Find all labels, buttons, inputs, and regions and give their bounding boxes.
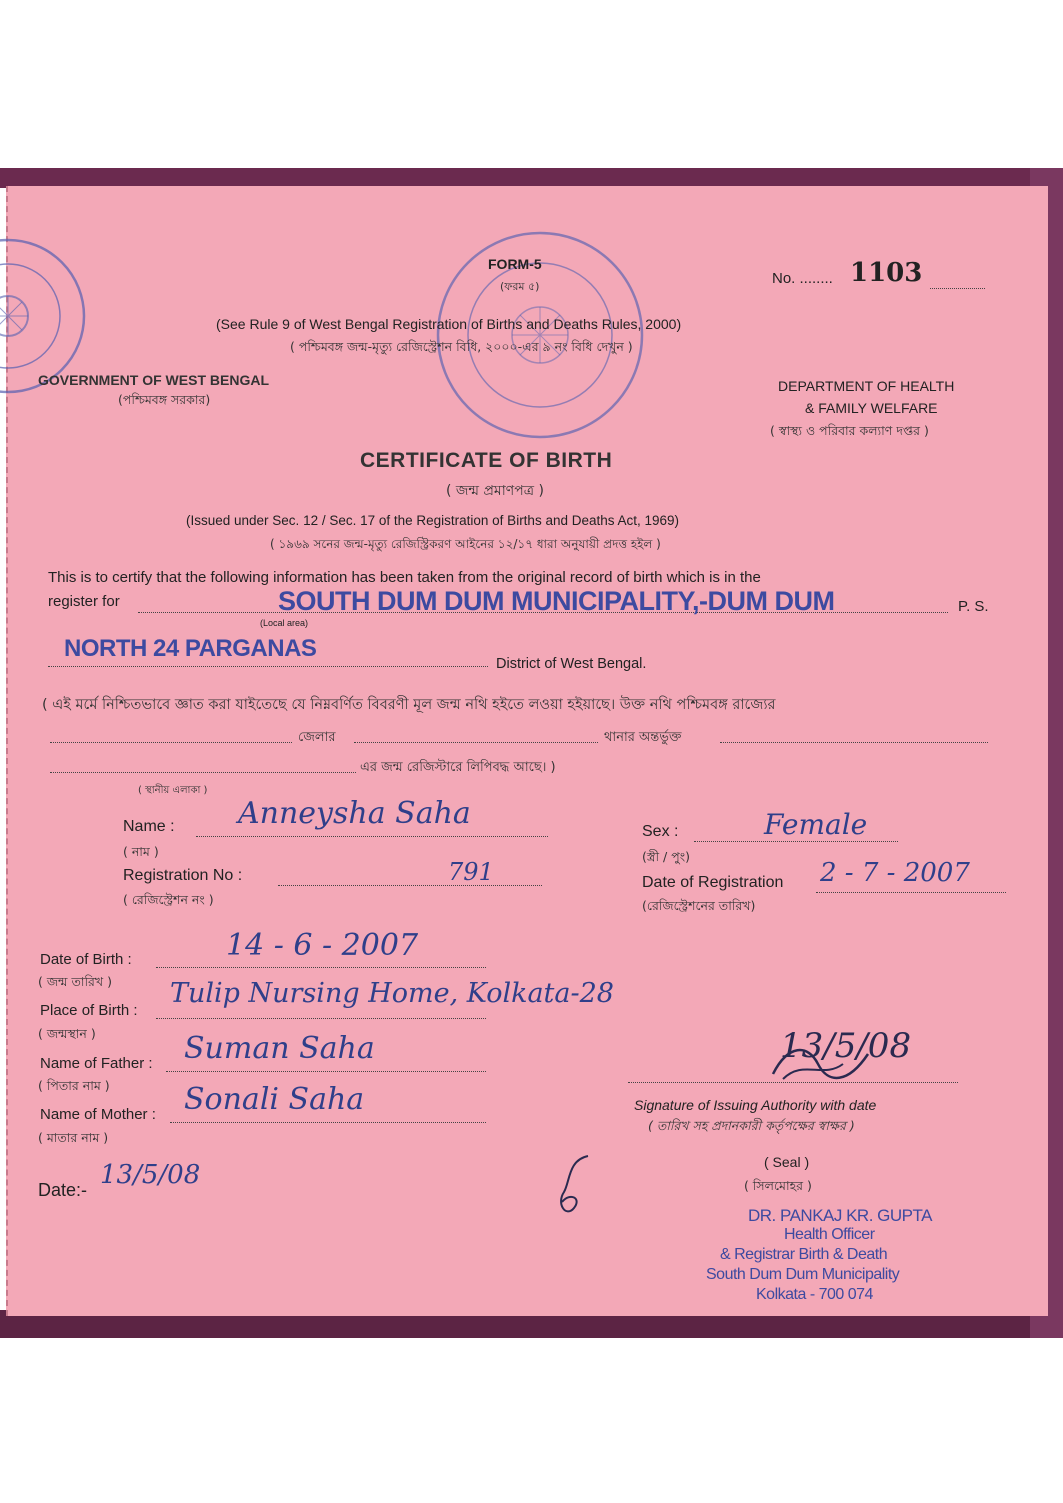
- issue-date-value: 13/5/08: [100, 1160, 201, 1190]
- department-heading-2: & FAMILY WELFARE: [805, 400, 938, 416]
- district-line: [48, 666, 488, 667]
- bengali-statement: ( এই মর্মে নিশ্চিতভাবে জ্ঞাত করা যাইতেছে যে নিম্নবর্ণিত বিবরণী মূল জন্ম নথি হইতে লওয়া হইয়াছে। উক্ত নথি পশ্চিমবঙ্গ রাজ্যের: [42, 697, 776, 713]
- name-value: Anneysha Saha: [238, 796, 471, 831]
- local-area-stamp: SOUTH DUM DUM MUNICIPALITY,-DUM DUM: [278, 586, 835, 616]
- government-heading-bn: (পশ্চিমবঙ্গ সরকার): [118, 392, 211, 407]
- initials-mark-icon: [548, 1152, 608, 1232]
- signature-date-value: 13/5/08: [780, 1026, 912, 1066]
- bengali-local-area: ( স্থানীয় এলাকা ): [138, 785, 208, 796]
- place-of-birth-label-bn: ( জন্মস্থান ): [38, 1026, 96, 1041]
- local-area-label: (Local area): [260, 618, 309, 628]
- sex-label-bn: (স্ত্রী / পুং): [642, 849, 690, 864]
- signature-line: [628, 1082, 958, 1083]
- officer-registrar: & Registrar Birth & Death: [720, 1246, 888, 1263]
- government-heading: GOVERNMENT OF WEST BENGAL: [38, 372, 269, 388]
- father-name-value: Suman Saha: [184, 1031, 375, 1066]
- register-for-label: register for: [48, 593, 120, 610]
- officer-title: Health Officer: [784, 1226, 875, 1243]
- place-of-birth-line: [156, 1018, 486, 1019]
- issued-under-bn: ( ১৯৬৯ সনের জন্ম-মৃত্যু রেজিস্ট্রিকরণ আইনের ১২/১৭ ধারা অনুযায়ী প্রদত্ত হইল ): [270, 537, 661, 551]
- serial-number-line: [930, 288, 985, 289]
- name-label-bn: ( নাম ): [123, 844, 159, 859]
- department-heading: DEPARTMENT OF HEALTH: [778, 378, 955, 394]
- officer-municipality: South Dum Dum Municipality: [706, 1266, 900, 1283]
- serial-number-value: 1103: [850, 258, 923, 288]
- mother-name-value: Sonali Saha: [184, 1082, 365, 1117]
- registration-date-label-bn: (রেজিস্ট্রেশনের তারিখ): [642, 898, 756, 913]
- seal-label: ( Seal ): [764, 1154, 810, 1170]
- officer-city: Kolkata - 700 074: [756, 1286, 873, 1303]
- place-of-birth-label: Place of Birth :: [40, 1002, 138, 1019]
- bengali-thana-line-2: [720, 742, 988, 743]
- form-number: FORM-5: [488, 256, 542, 272]
- registration-date-value: 2 - 7 - 2007: [820, 858, 970, 888]
- date-of-birth-line: [156, 967, 486, 968]
- bengali-register-statement: এর জন্ম রেজিস্টারে লিপিবদ্ধ আছে। ): [360, 760, 556, 775]
- signature-label-bn: ( তারিখ সহ প্রদানকারী কর্তৃপক্ষের স্বাক্ষর ): [648, 1118, 855, 1133]
- father-name-line: [166, 1071, 486, 1072]
- seal-label-bn: ( সিলমোহর ): [744, 1178, 812, 1193]
- signature-scribble-icon: [768, 1034, 888, 1094]
- issued-under: (Issued under Sec. 12 / Sec. 17 of the Registration of Births and Deaths Act, 1969): [186, 513, 680, 528]
- bengali-thana: থানার অন্তর্ভুক্ত: [604, 730, 682, 745]
- registration-number-line: [278, 885, 542, 886]
- father-name-label-bn: ( পিতার নাম ): [38, 1078, 110, 1093]
- registration-number-label: Registration No :: [123, 867, 243, 884]
- form-number-bn: (ফরম ৫): [500, 280, 540, 293]
- signature-label: Signature of Issuing Authority with date: [634, 1097, 877, 1113]
- registration-number-label-bn: ( রেজিস্ট্রেশন নং ): [123, 892, 214, 907]
- mother-name-label-bn: ( মাতার নাম ): [38, 1130, 109, 1145]
- department-heading-bn: ( স্বাস্থ্য ও পরিবার কল্যাণ দপ্তর ): [770, 423, 929, 438]
- birth-certificate: [6, 186, 1048, 1316]
- serial-number-label: No. ........: [772, 270, 833, 287]
- sex-value: Female: [764, 808, 868, 841]
- issue-date-label: Date:-: [38, 1180, 88, 1200]
- district-stamp: NORTH 24 PARGANAS: [64, 635, 317, 662]
- bengali-jela: জেলার: [298, 730, 336, 745]
- registration-date-line: [816, 892, 1006, 893]
- sex-line: [694, 841, 898, 842]
- mother-name-line: [170, 1122, 486, 1123]
- registration-number-value: 791: [448, 858, 494, 886]
- name-label: Name :: [123, 818, 175, 835]
- bengali-thana-line: [354, 742, 598, 743]
- certificate-title: CERTIFICATE OF BIRTH: [360, 449, 613, 472]
- rule-reference-bn: ( পশ্চিমবঙ্গ জন্ম-মৃত্যু রেজিস্ট্রেশন বিধি, ২০০০-এর ৯ নং বিধি দেখুন ): [290, 339, 633, 354]
- bengali-jela-line: [50, 742, 292, 743]
- photo-background-top: [0, 168, 1063, 188]
- date-of-birth-label: Date of Birth :: [40, 951, 132, 968]
- district-text: District of West Bengal.: [496, 656, 647, 672]
- father-name-label: Name of Father :: [40, 1055, 153, 1072]
- bengali-local-line: [50, 772, 356, 773]
- certificate-title-bn: ( জন্ম প্রমাণপত্র ): [446, 483, 544, 499]
- place-of-birth-value: Tulip Nursing Home, Kolkata-28: [170, 978, 614, 1009]
- certify-statement: This is to certify that the following information has been taken from the original record of birth which is in the: [48, 569, 761, 586]
- mother-name-label: Name of Mother :: [40, 1106, 156, 1123]
- registration-date-label: Date of Registration: [642, 874, 784, 891]
- date-of-birth-label-bn: ( জন্ম তারিখ ): [38, 974, 112, 989]
- date-of-birth-value: 14 - 6 - 2007: [226, 928, 419, 963]
- name-line: [196, 836, 548, 837]
- officer-name: DR. PANKAJ KR. GUPTA: [748, 1206, 932, 1225]
- rule-reference: (See Rule 9 of West Bengal Registration of Births and Deaths Rules, 2000): [216, 316, 682, 332]
- sex-label: Sex :: [642, 823, 679, 840]
- ps-label: P. S.: [958, 598, 989, 615]
